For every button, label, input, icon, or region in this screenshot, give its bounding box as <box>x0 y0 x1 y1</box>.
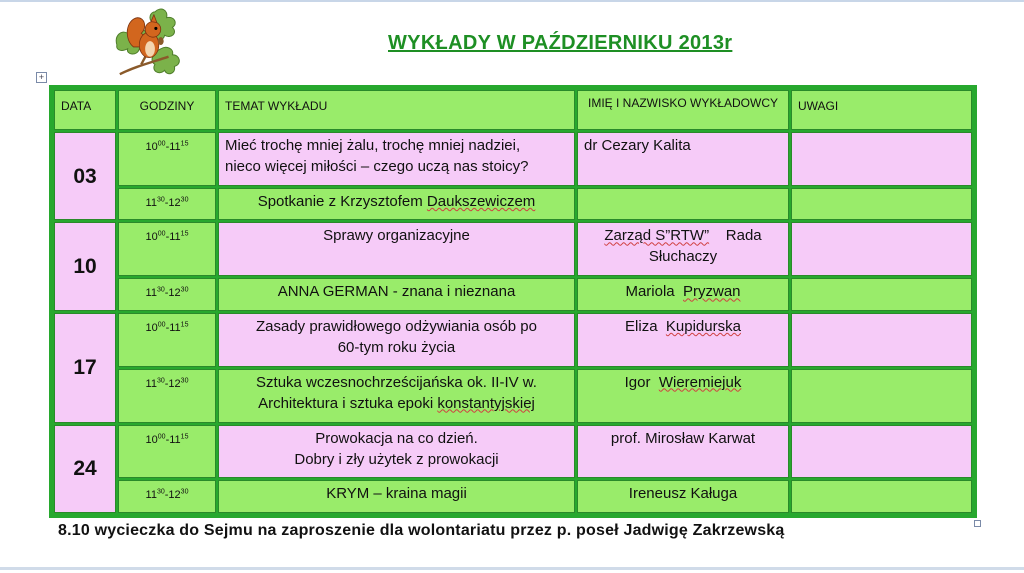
window-bottom-edge <box>0 567 1024 570</box>
lecturer-cell: Ireneusz Kaługa <box>577 480 789 513</box>
table-row <box>54 425 972 479</box>
topic-cell: ANNA GERMAN - znana i nieznana <box>218 278 575 311</box>
table-row <box>54 188 972 221</box>
time-cell: $11^{30}-12^{30}$ <box>118 369 216 423</box>
time-cell: $10^{00}-11^{15}$ <box>118 222 216 276</box>
header-notes: UWAGI <box>791 90 972 130</box>
topic-cell: Sztuka wczesnochrześcijańska ok. II-IV w. Architektura i sztuka epoki konstantyjskiej <box>218 369 575 423</box>
time-cell: $10^{00}-11^{15}$ <box>118 425 216 479</box>
time-cell: $11^{30}-12^{30}$ <box>118 278 216 311</box>
table-row <box>54 480 972 513</box>
lecture-schedule-table <box>49 85 977 518</box>
time-cell: $11^{30}-12^{30}$ <box>118 188 216 221</box>
table-move-handle-icon[interactable]: + <box>36 72 47 83</box>
topic-cell: Mieć trochę mniej żalu, trochę mniej nadziei, nieco więcej miłości – czego uczą nas stoicy? <box>218 132 575 186</box>
notes-cell <box>791 480 972 513</box>
table-row <box>54 313 972 367</box>
time-cell: $11^{30}-12^{30}$ <box>118 480 216 513</box>
date-cell: 03 <box>54 132 116 220</box>
lecturer-cell: dr Cezary Kalita <box>577 132 789 186</box>
notes-cell <box>791 222 972 276</box>
lecturer-cell: Mariola Pryzwan <box>577 278 789 311</box>
notes-cell <box>791 188 972 221</box>
table-resize-handle[interactable] <box>974 520 981 527</box>
date-cell: 17 <box>54 313 116 423</box>
lecturer-cell: Zarząd S”RTW” Rada Słuchaczy <box>577 222 789 276</box>
header-date: DATA <box>54 90 116 130</box>
notes-cell <box>791 132 972 186</box>
topic-cell: KRYM – kraina magii <box>218 480 575 513</box>
table-row <box>54 278 972 311</box>
date-cell: 10 <box>54 222 116 310</box>
topic-cell: Zasady prawidłowego odżywiania osób po 60-tym roku życia <box>218 313 575 367</box>
lecturer-cell: prof. Mirosław Karwat <box>577 425 789 479</box>
footer-note: 8.10 wycieczka do Sejmu na zaproszenie dla wolontariatu przez p. poseł Jadwigę Zakrzewską <box>58 522 785 539</box>
lecturer-cell: Igor Wieremiejuk <box>577 369 789 423</box>
topic-cell: Prowokacja na co dzień. Dobry i zły użytek z prowokacji <box>218 425 575 479</box>
notes-cell <box>791 313 972 367</box>
table-row <box>54 132 972 186</box>
lecturer-cell <box>577 188 789 221</box>
header-hours: GODZINY <box>118 90 216 130</box>
lecturer-cell: Eliza Kupidurska <box>577 313 789 367</box>
page-title: WYKŁADY W PAŹDZIERNIKU 2013r <box>388 32 733 54</box>
header-topic: TEMAT WYKŁADU <box>218 90 575 130</box>
time-cell: $10^{00}-11^{15}$ <box>118 132 216 186</box>
table-row <box>54 222 972 276</box>
topic-cell: Sprawy organizacyjne <box>218 222 575 276</box>
header-lecturer: IMIĘ I NAZWISKO WYKŁADOWCY <box>577 90 789 130</box>
topic-cell: Spotkanie z Krzysztofem Daukszewiczem <box>218 188 575 221</box>
notes-cell <box>791 425 972 479</box>
notes-cell <box>791 278 972 311</box>
notes-cell <box>791 369 972 423</box>
table-header-row <box>54 90 972 130</box>
window-top-edge <box>0 0 1024 2</box>
date-cell: 24 <box>54 425 116 513</box>
time-cell: $10^{00}-11^{15}$ <box>118 313 216 367</box>
table-row <box>54 369 972 423</box>
squirrel-logo-icon <box>112 6 190 82</box>
